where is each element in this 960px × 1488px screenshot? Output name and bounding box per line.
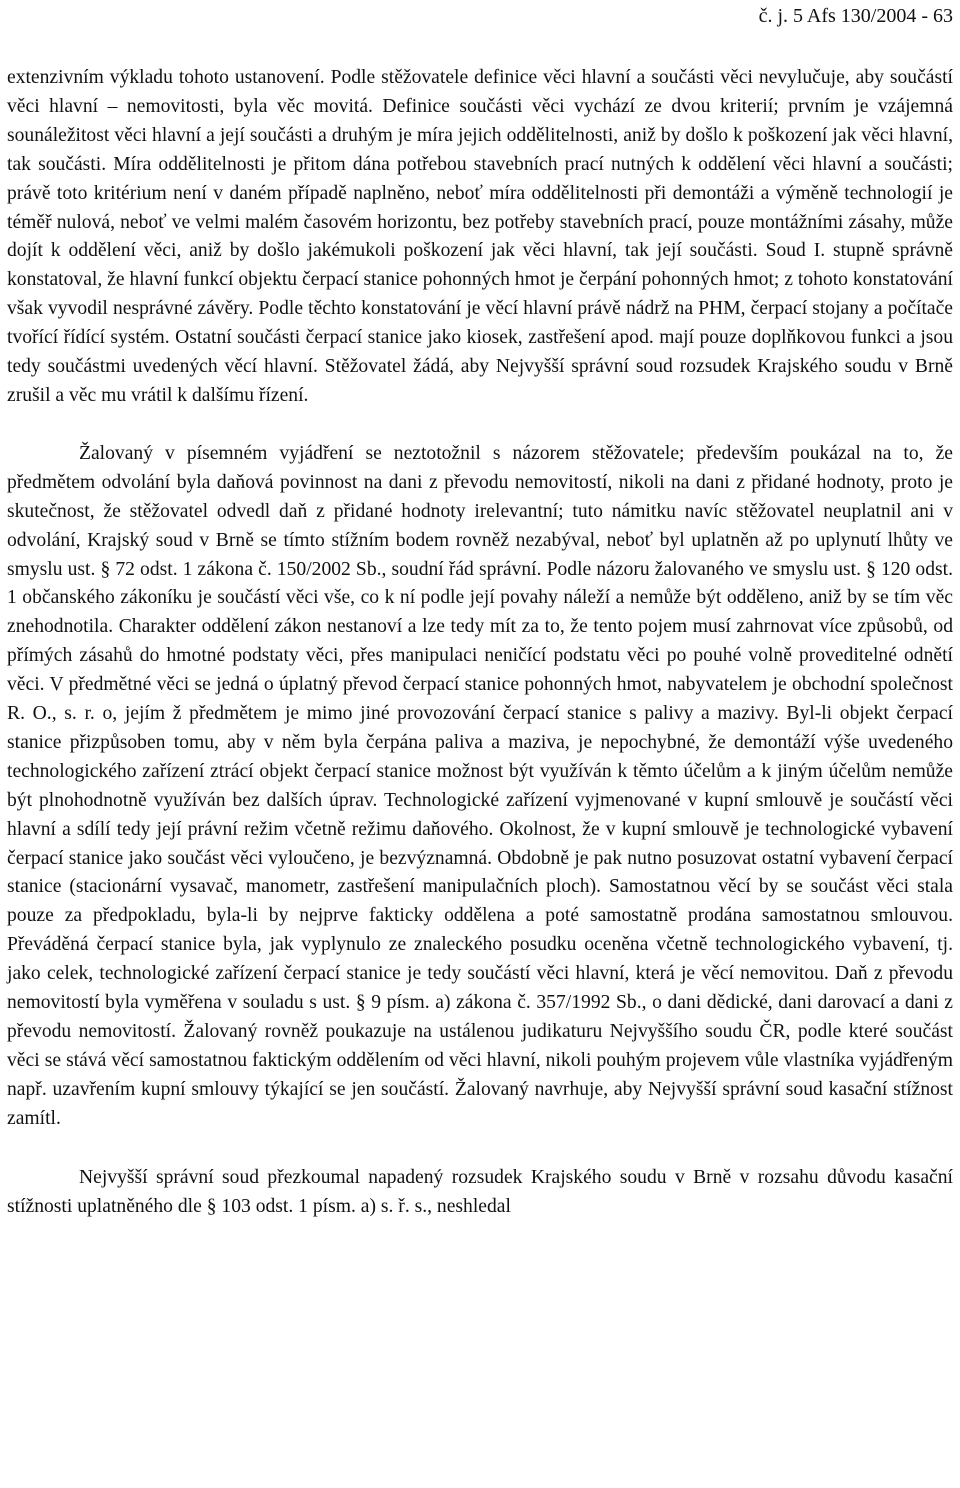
paragraph-court-review: Nejvyšší správní soud přezkoumal napadený rozsudek Krajského soudu v Brně v rozsahu důvodu kasační stížnosti uplatněného dle § 103 odst. 1 písm. a) s. ř. s., neshledal <box>7 1166 953 1217</box>
paragraph-defendant-response: Žalovaný v písemném vyjádření se neztotožnil s názorem stěžovatele; především poukázal na to, že předmětem odvolání byla daňová povinnost na dani z převodu nemovitostí, nikoli na dani z přidané hodnoty, proto je skutečnost, že stěžovatel odvedl daň z přidané hodnoty irelevantní; tuto námitku navíc stěžovatel neuplatnil ani v odvolání, Krajský soud v Brně se tímto stížním bodem rovněž nezabýval, neboť byl uplatněn až po uplynutí lhůty ve smyslu ust. § 72 odst. 1 zákona č. 150/2002 Sb., soudní řád správní. Podle názoru žalovaného ve smyslu ust. § 120 odst. 1 občanského zákoníku je součástí věci vše, co k ní podle její povahy náleží a nemůže být odděleno, aniž by se tím věc znehodnotila. Charakter oddělení zákon nestanoví a lze tedy mít za to, že tento pojem musí zahrnovat více způsobů, od přímých zásahů do hmotné podstaty věci, přes manipulaci neničící podstatu věci po pouhé volně proveditelné odnětí věci. V předmětné věci se jedná o úplatný převod čerpací stanice pohonných hmot, nabyvatelem je obchodní společnost R. O., s. r. o, jejím ž předmětem je mimo jiné provozování čerpací stanice s palivy a mazivy. Byl-li objekt čerpací stanice přizpůsoben tomu, aby v něm byla čerpána paliva a maziva, je nepochybné, že demontáží výše uvedeného technologického zařízení ztrácí objekt čerpací stanice možnost být využíván k těmto účelům a k jiným účelům nemůže být plnohodnotně využíván bez dalších úprav. Technologické zařízení vyjmenované v kupní smlouvě je součástí věci hlavní a sdílí tedy její právní režim včetně režimu daňového. Okolnost, že v kupní smlouvě je technologické vybavení čerpací stanice jako součást věci vyloučeno, je bezvýznamná. Obdobně je pak nutno posuzovat ostatní vybavení čerpací stanice (stacionární vysavač, manometr, zastřešení manipulačních ploch). Samostatnou věcí by se součást věci stala pouze za předpokladu, byla-li by nejprve fakticky oddělena a poté samostatně prodána samostatnou smlouvou. Převáděná čerpací stanice byla, jak vyplynulo ze znaleckého posudku oceněna včetně technologického vybavení, tj. jako celek, technologické zařízení čerpací stanice je tedy součástí věci hlavní, která je věcí nemovitou. Daň z převodu nemovitostí byla vyměřena v souladu s ust. § 9 písm. a) zákona č. 357/1992 Sb., o dani dědické, dani darovací a dani z převodu nemovitostí. Žalovaný rovněž poukazuje na ustálenou judikaturu Nejvyššího soudu ČR, podle které součást věci se stává věcí samostatnou faktickým oddělením od věci hlavní, nikoli pouhým projevem vůle vlastníka vyjádřeným např. uzavřením kupní smlouvy týkající se jen součástí. Žalovaný navrhuje, aby Nejvyšší správní soud kasační stížnost zamítl. <box>7 442 953 1129</box>
case-number-header: č. j. 5 Afs 130/2004 - 63 <box>758 5 953 27</box>
document-page <box>7 0 953 1221</box>
paragraph-complainant-argument: extenzivním výkladu tohoto ustanovení. Podle stěžovatele definice věci hlavní a součásti věci nevylučuje, aby součástí věci hlavní – nemovitosti, byla věc movitá. Definice součásti věci vychází ze dvou kriterií; prvním je vzájemná sounáležitost věci hlavní a její součásti a druhým je míra jejich oddělitelnosti, aniž by došlo k poškození jak věci hlavní, tak součásti. Míra oddělitelnosti je přitom dána potřebou stavebních prací nutných k oddělení věci hlavní a součásti; právě toto kritérium není v daném případě naplněno, neboť míra oddělitelnosti při demontáži a výměně technologií je téměř nulová, neboť ve velmi malém časovém horizontu, bez potřeby stavebních prací, pouze montážními zásahy, může dojít k oddělení věci, aniž by došlo jakémukoli poškození jak věci hlavní, tak její součásti. Soud I. stupně správně konstatoval, že hlavní funkcí objektu čerpací stanice pohonných hmot je čerpání pohonných hmot; z tohoto konstatování však vyvodil nesprávné závěry. Podle těchto konstatování je věcí hlavní právě nádrž na PHM, čerpací stojany a počítače tvořící řídící systém. Ostatní součásti čerpací stanice jako kiosek, zastřešení apod. mají pouze doplňkovou funkci a jsou tedy součástmi uvedených věcí hlavní. Stěžovatel žádá, aby Nejvyšší správní soud rozsudek Krajského soudu v Brně zrušil a věc mu vrátil k dalšímu řízení. <box>7 67 953 406</box>
